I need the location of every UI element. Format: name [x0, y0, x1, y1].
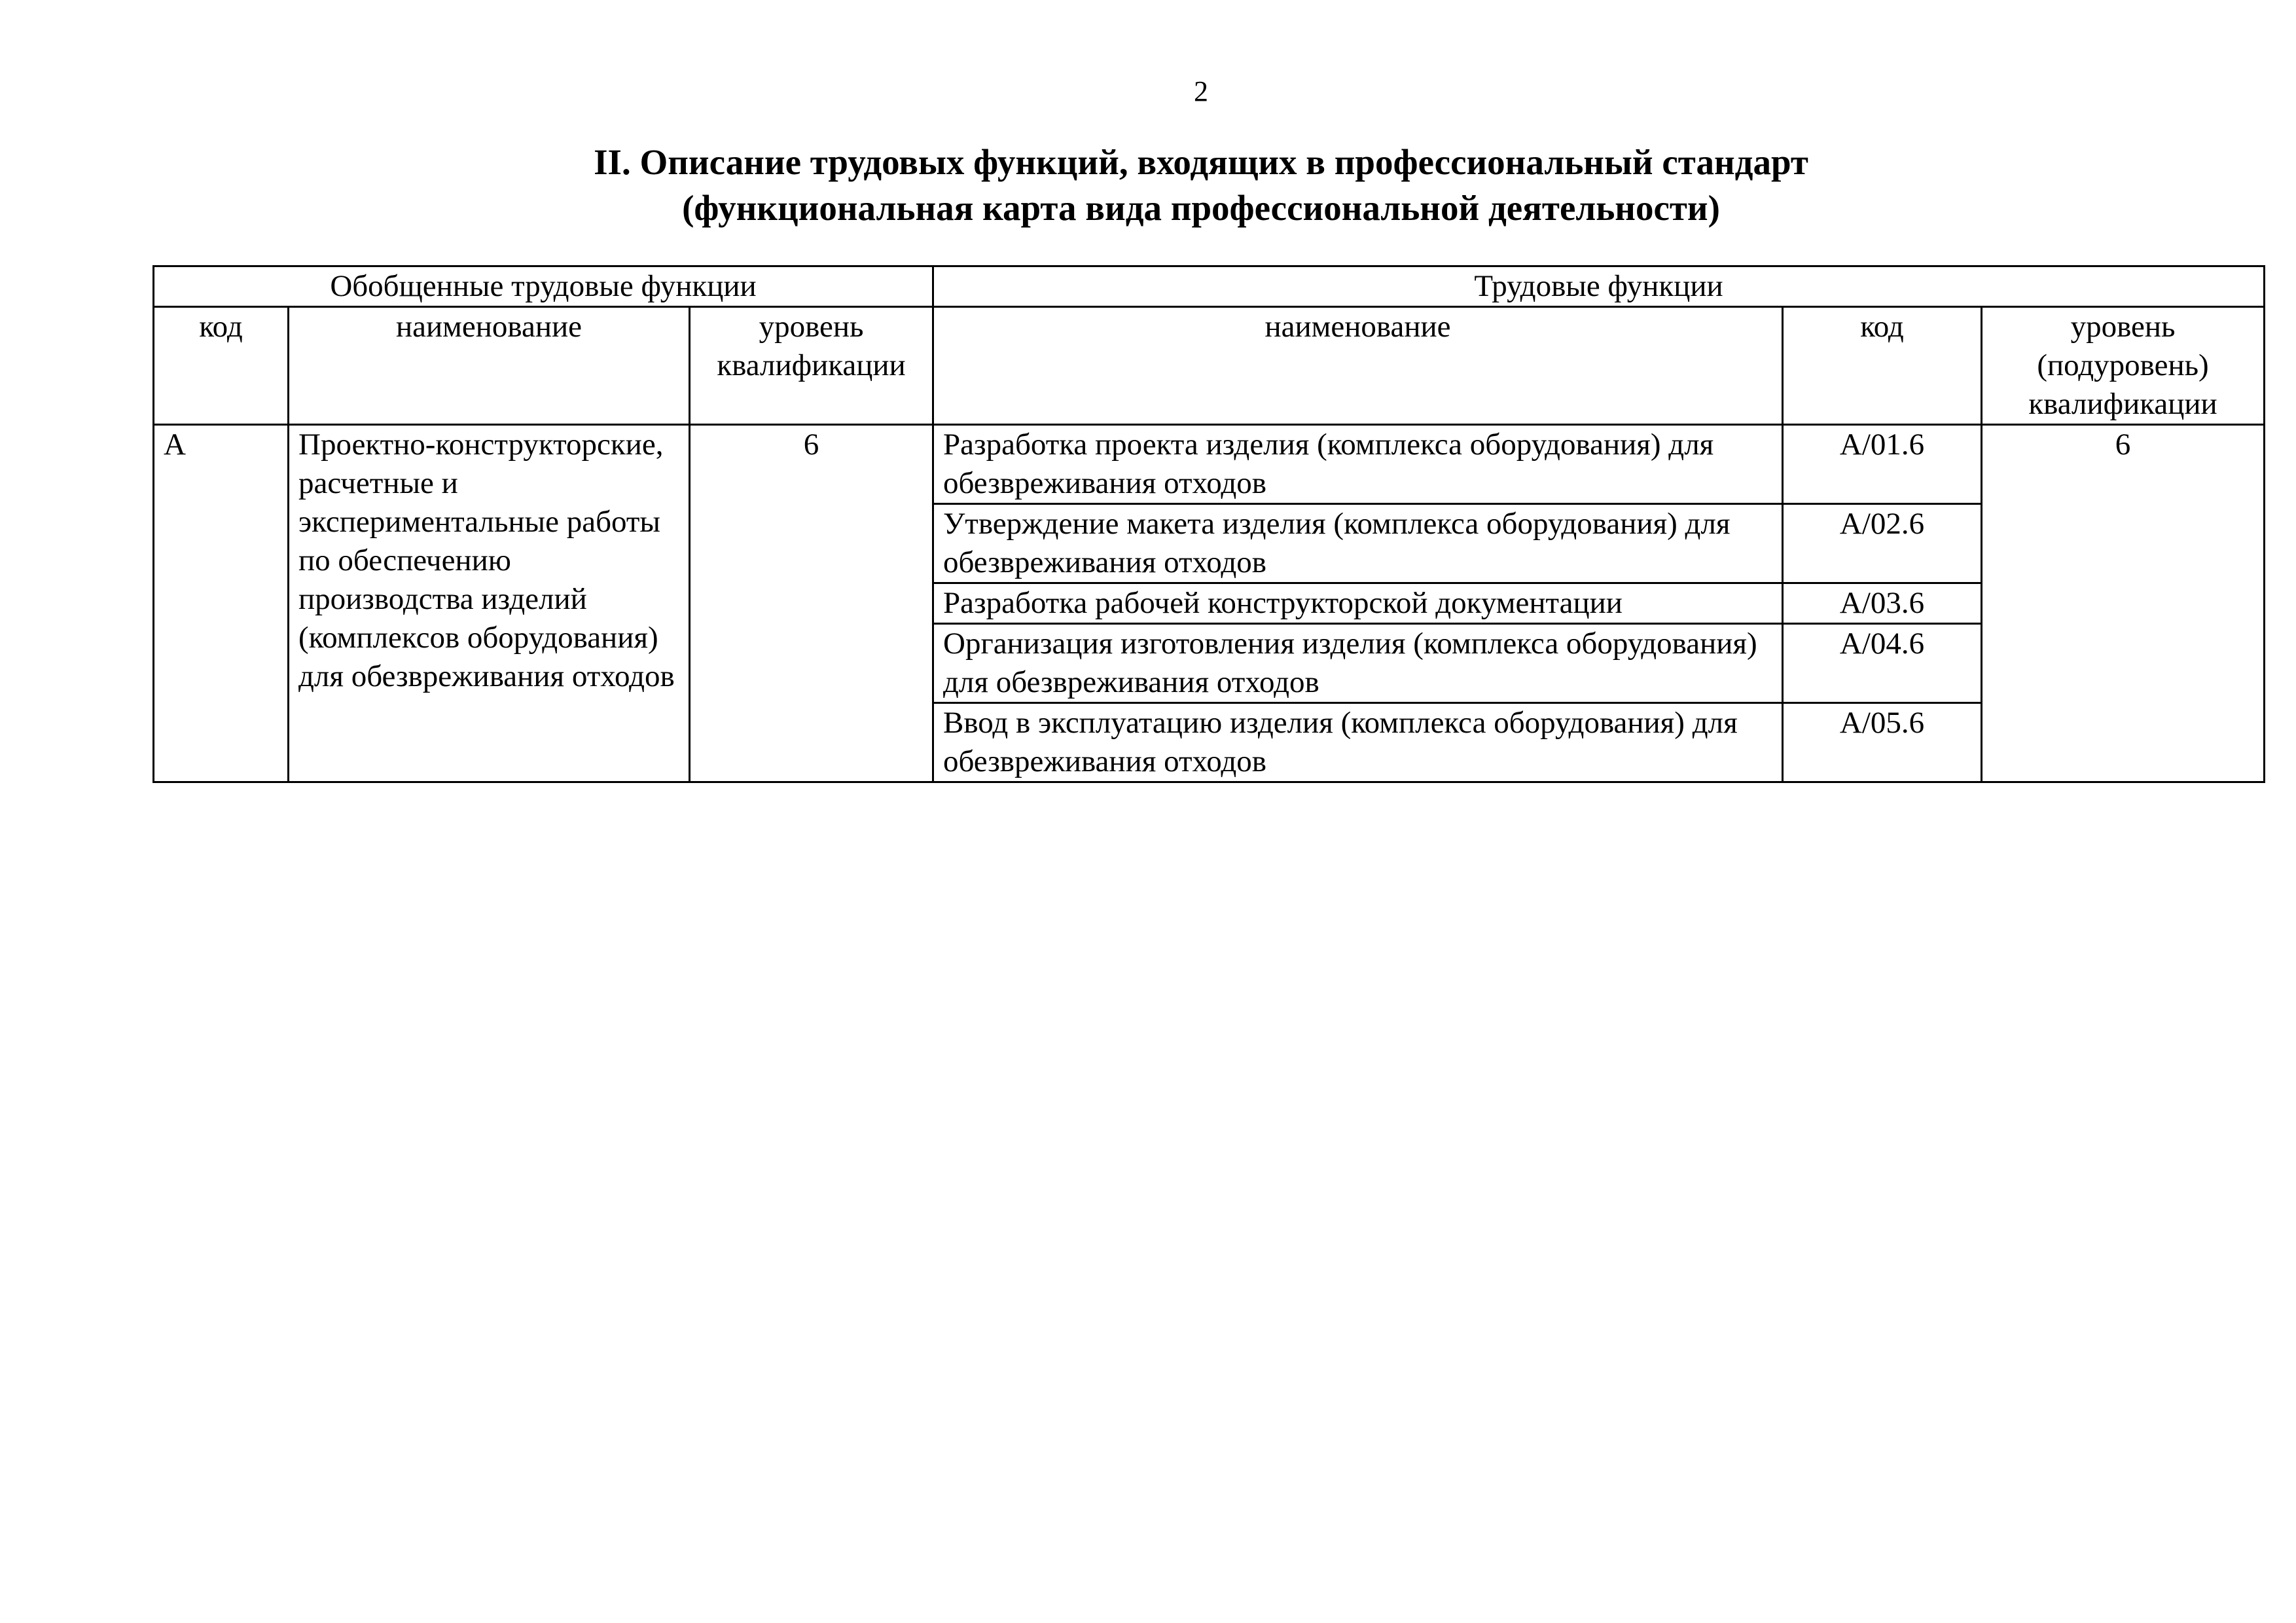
generalized-functions-header: Обобщенные трудовые функции — [154, 266, 933, 307]
page-number: 2 — [1194, 75, 1208, 107]
gen-code-header: код — [154, 307, 289, 425]
functional-map-table — [152, 265, 2265, 783]
function-name: Ввод в эксплуатацию изделия (комплекса оборудования) для обезвреживания отходов — [933, 703, 1783, 782]
gen-level-header: уровень квалификации — [690, 307, 933, 425]
function-name: Разработка проекта изделия (комплекса оборудования) для обезвреживания отходов — [933, 425, 1783, 504]
function-name: Разработка рабочей конструкторской документации — [933, 583, 1783, 624]
gen-name-header: наименование — [289, 307, 690, 425]
fn-level-header: уровень (подуровень) квалификации — [1982, 307, 2265, 425]
function-code: А/01.6 — [1783, 425, 1982, 504]
fn-name-header: наименование — [933, 307, 1783, 425]
function-name: Утверждение макета изделия (комплекса оборудования) для обезвреживания отходов — [933, 504, 1783, 583]
column-header-row — [154, 307, 2265, 425]
gen-function-code: А — [154, 425, 289, 782]
section-heading — [0, 139, 2296, 231]
heading-line-1: II. Описание трудовых функций, входящих в профессиональный стандарт — [594, 142, 1808, 182]
labor-functions-header: Трудовые функции — [933, 266, 2265, 307]
function-code: А/02.6 — [1783, 504, 1982, 583]
function-name: Организация изготовления изделия (комплекса оборудования) для обезвреживания отходов — [933, 624, 1783, 703]
fn-code-header: код — [1783, 307, 1982, 425]
gen-function-level: 6 — [690, 425, 933, 782]
function-code: А/05.6 — [1783, 703, 1982, 782]
function-code: А/04.6 — [1783, 624, 1982, 703]
function-level: 6 — [1982, 425, 2265, 782]
gen-function-name: Проектно-конструкторские, расчетные и экспериментальные работы по обеспечению производства изделий (комплексов оборудования) для обезвреживания отходов — [289, 425, 690, 782]
function-code: А/03.6 — [1783, 583, 1982, 624]
table-row — [154, 425, 2265, 504]
group-header-row — [154, 266, 2265, 307]
heading-line-2: (функциональная карта вида профессиональной деятельности) — [682, 188, 1720, 228]
